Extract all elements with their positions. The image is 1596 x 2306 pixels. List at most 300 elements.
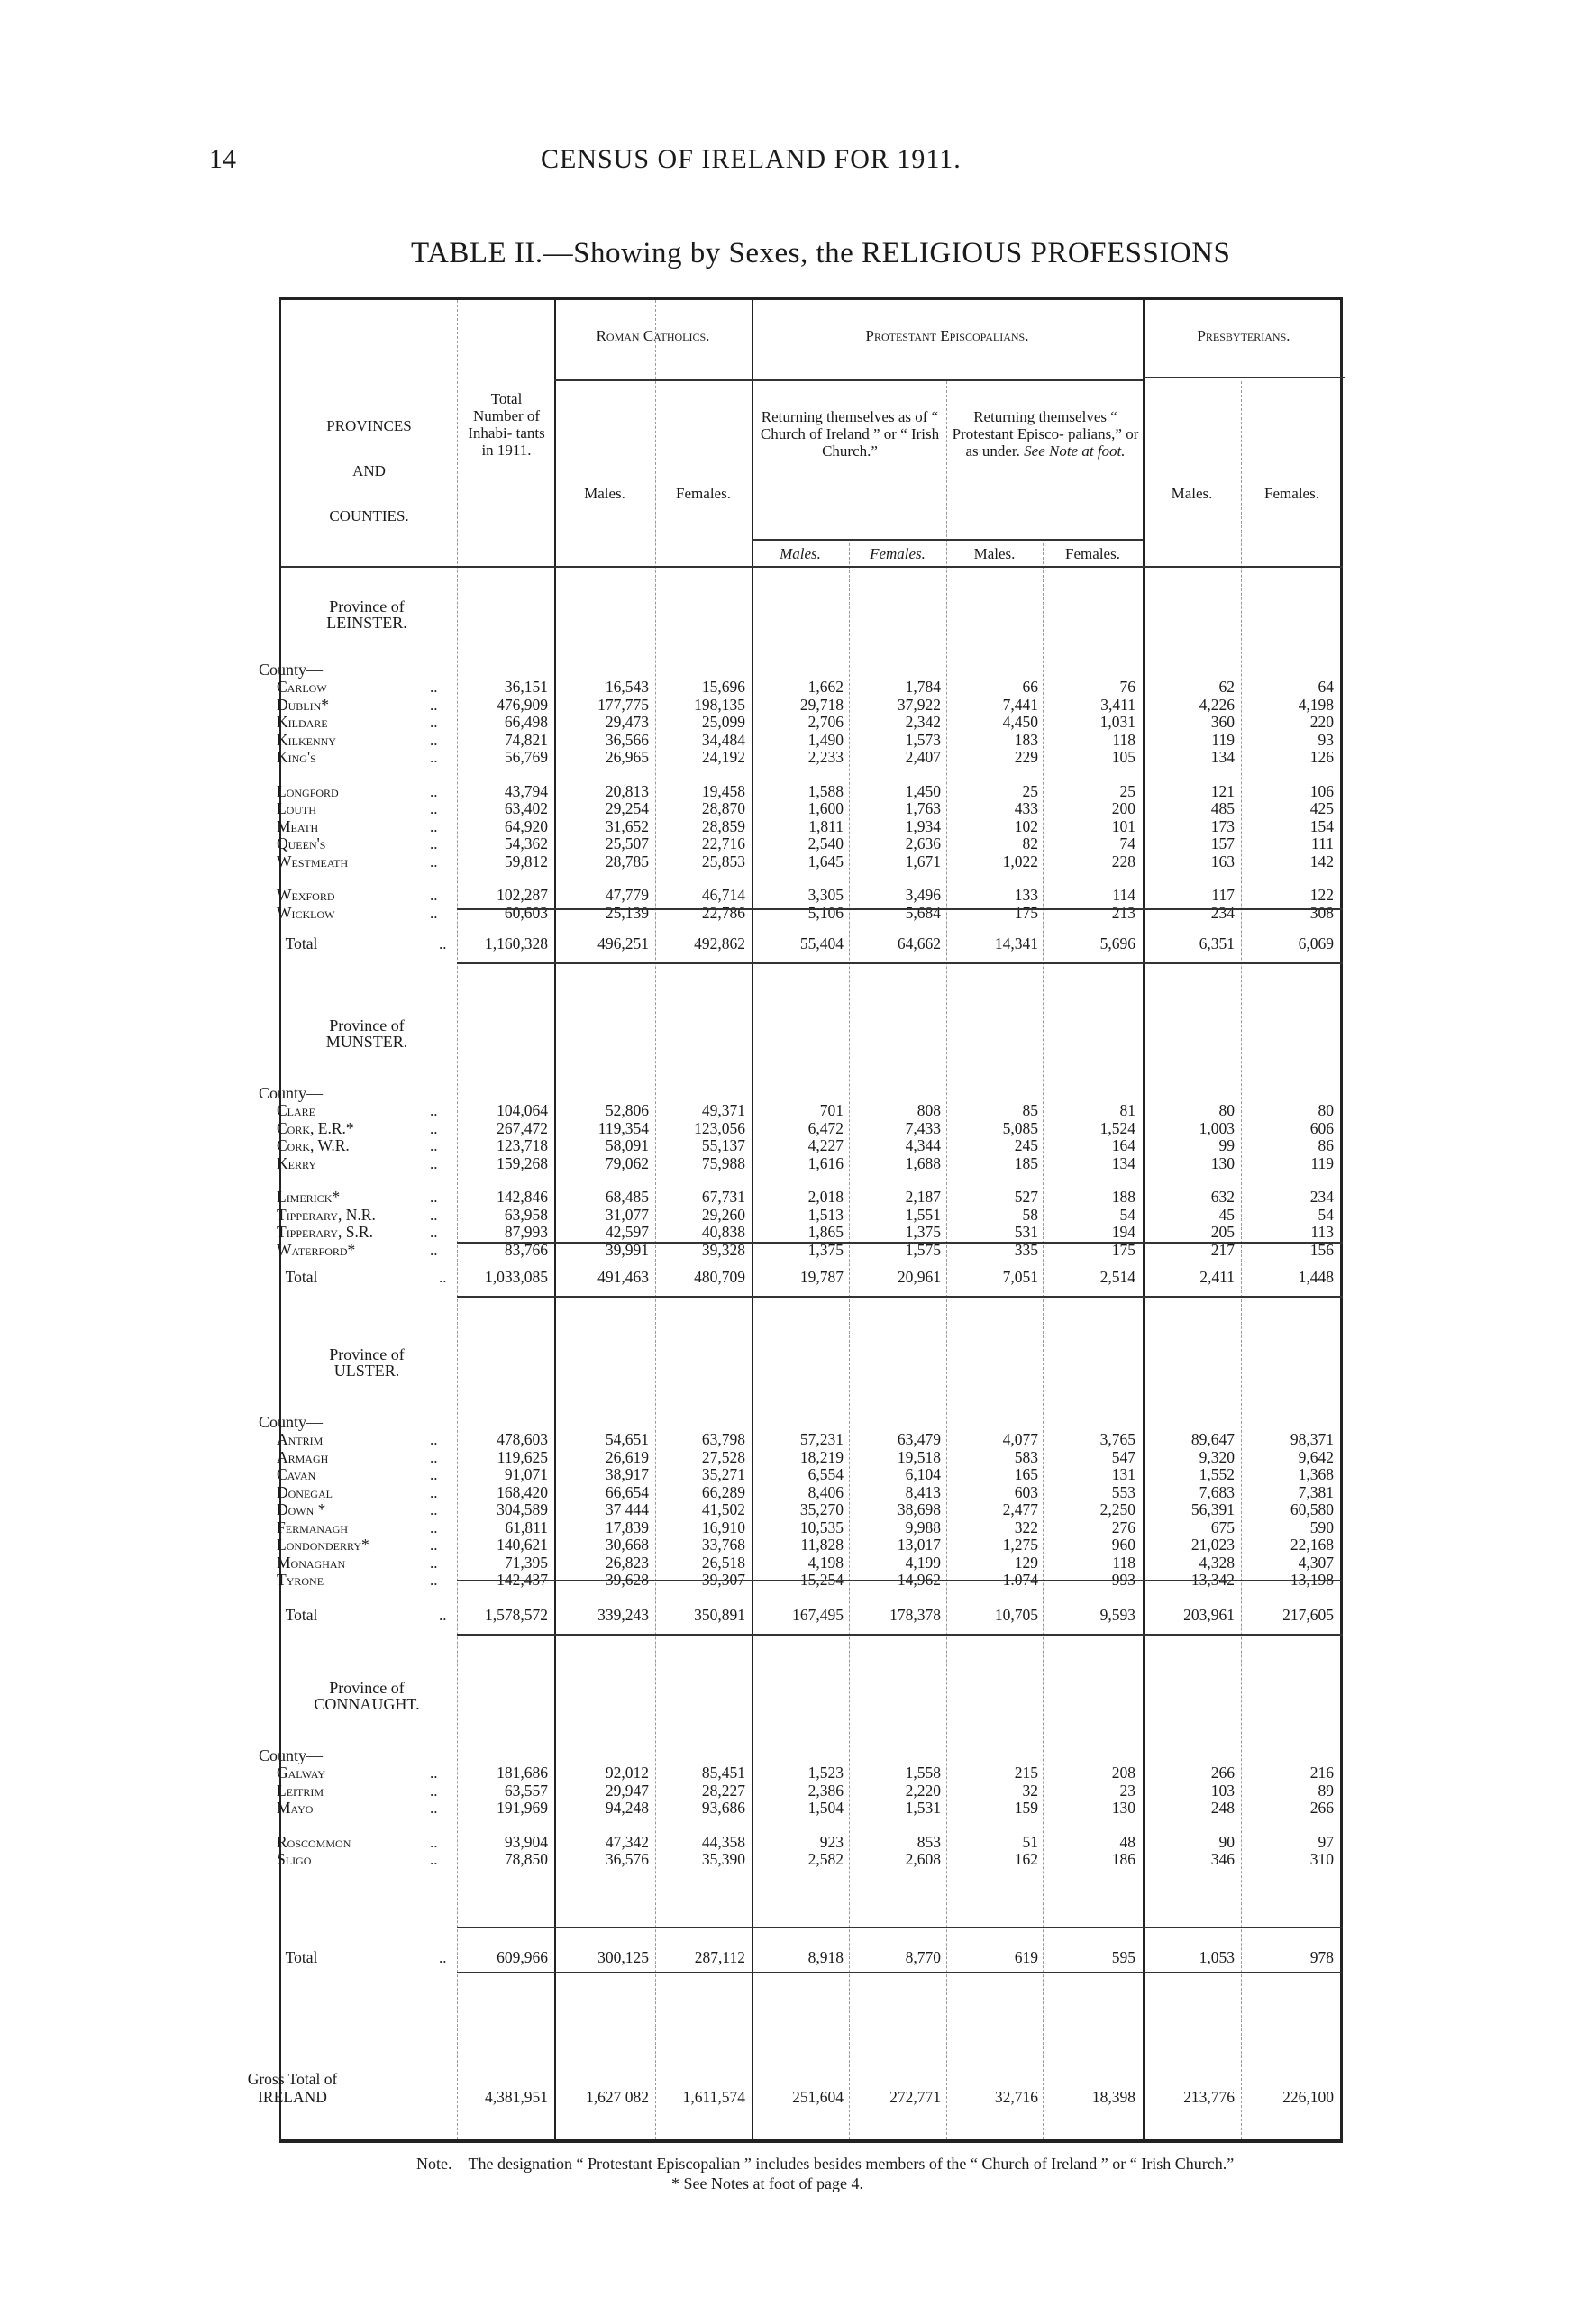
leader-dots: .. [430, 887, 438, 904]
table-cell: 4,450 [1002, 713, 1038, 731]
row-rule [457, 1927, 1343, 1928]
table-cell: 51 [1022, 1832, 1038, 1851]
table-cell: 131 [1111, 1465, 1135, 1483]
table-cell: 19,458 [701, 781, 745, 800]
leader-dots: .. [430, 782, 438, 800]
total-cell: 8,770 [905, 1948, 941, 1966]
province-heading: Province of [329, 1345, 405, 1363]
leader-dots: .. [439, 935, 447, 952]
table-cell: 68,485 [605, 1188, 649, 1206]
table-cell: 93 [1318, 730, 1334, 749]
total-cell: 491,463 [597, 1268, 649, 1286]
protestant-episcopalians-subheader [950, 408, 1141, 460]
county-name: Meath [277, 816, 319, 835]
table-cell: 10,535 [799, 1518, 844, 1536]
table-cell: 1,645 [807, 852, 844, 870]
table-cell: 18,219 [799, 1447, 844, 1466]
gross-total-cell: 4,381,951 [485, 2088, 548, 2106]
table-cell: 87,993 [504, 1223, 548, 1241]
footnote-see-notes: * See Notes at foot of page 4. [671, 2174, 863, 2192]
table-cell: 29,718 [799, 695, 844, 714]
table-cell: 266 [1210, 1764, 1235, 1782]
rc-females-header: Females. [676, 485, 731, 502]
county-name: Armagh [277, 1447, 329, 1466]
total-cell: 7,051 [1002, 1268, 1038, 1286]
table-cell: 56,769 [504, 748, 548, 766]
row-rule [457, 1972, 1343, 1973]
table-cell: 478,603 [497, 1430, 548, 1448]
total-cell: 1,578,572 [485, 1606, 548, 1624]
table-cell: 308 [1309, 903, 1334, 922]
table-cell: 82 [1022, 834, 1038, 852]
table-cell: 217 [1210, 1240, 1235, 1259]
table-cell: 1,600 [807, 799, 844, 817]
table-cell: 39,991 [605, 1240, 649, 1259]
provinces-header [281, 404, 457, 539]
table-cell: 8,406 [807, 1482, 844, 1501]
table-cell: 553 [1111, 1482, 1135, 1501]
table-cell: 267,472 [497, 1118, 548, 1137]
table-cell: 102 [1014, 816, 1038, 835]
table-cell: 175 [1111, 1240, 1135, 1259]
province-heading: Province of [329, 597, 405, 615]
row-rule [457, 1580, 1343, 1581]
province-heading: Province of [329, 1679, 405, 1697]
table-cell: 48 [1119, 1832, 1135, 1851]
table-cell: 2,608 [905, 1850, 941, 1868]
table-cell: 43,794 [504, 781, 548, 800]
leader-dots: .. [430, 1536, 438, 1554]
table-cell: 102,287 [497, 886, 548, 904]
table-cell: 28,785 [605, 852, 649, 870]
pres-females-header: Females. [1264, 485, 1319, 502]
table-cell: 117 [1211, 886, 1235, 904]
table-cell: 130 [1111, 1799, 1135, 1817]
county-name: Kilkenny [277, 730, 336, 749]
table-cell: 101 [1111, 816, 1135, 835]
table-cell: 99 [1218, 1136, 1235, 1154]
table-cell: 29,947 [605, 1781, 649, 1800]
table-cell: 4,344 [905, 1136, 941, 1154]
leader-dots: .. [430, 679, 438, 696]
table-cell: 1,551 [905, 1205, 941, 1224]
table-cell: 7,683 [1199, 1482, 1235, 1501]
header-rule [752, 539, 1143, 541]
table-cell: 106 [1309, 781, 1334, 800]
county-name: Tyrone [277, 1571, 324, 1589]
table-cell: 1,022 [1002, 852, 1038, 870]
page-number: 14 [209, 144, 236, 174]
table-cell: 85 [1022, 1101, 1038, 1119]
total-cell: 5,696 [1099, 934, 1135, 952]
table-cell: 1,523 [807, 1764, 844, 1782]
table-cell: 30,668 [605, 1536, 649, 1554]
table-cell: 603 [1014, 1482, 1038, 1501]
table-cell: 142,437 [497, 1571, 548, 1589]
table-cell: 310 [1309, 1850, 1334, 1868]
gross-total-cell: 18,398 [1091, 2088, 1135, 2106]
table-cell: 1,811 [808, 816, 844, 835]
table-cell: 2,342 [905, 713, 941, 731]
roman-catholics-header: Roman Catholics. [596, 327, 710, 344]
gross-total-cell: 32,716 [994, 2088, 1038, 2106]
table-cell: 98,371 [1290, 1430, 1334, 1448]
table-cell: 64,920 [504, 816, 548, 835]
county-name: King's [277, 748, 316, 766]
leader-dots: .. [430, 1851, 438, 1868]
table-cell: 47,779 [605, 886, 649, 904]
table-cell: 97 [1318, 1832, 1334, 1851]
table-cell: 93,686 [701, 1799, 745, 1817]
see-note-text: See Note at foot. [1024, 442, 1126, 460]
pe2-females-header: Females. [1065, 545, 1120, 562]
table-cell: 3,496 [905, 886, 941, 904]
table-cell: 118 [1112, 1553, 1135, 1572]
table-cell: 1,552 [1199, 1465, 1235, 1483]
table-cell: 1,616 [807, 1153, 844, 1172]
table-cell: 59,812 [504, 852, 548, 870]
province-heading: Province of [329, 1016, 405, 1035]
leader-dots: .. [430, 1501, 438, 1518]
table-cell: 90 [1218, 1832, 1235, 1851]
table-cell: 181,686 [497, 1764, 548, 1782]
table-cell: 54 [1318, 1205, 1334, 1224]
table-cell: 4,077 [1002, 1430, 1038, 1448]
county-name: Tipperary, S.R. [277, 1223, 373, 1241]
table-cell: 234 [1309, 1188, 1334, 1206]
table-cell: 2,250 [1099, 1500, 1135, 1518]
county-name: Carlow [277, 678, 327, 696]
table-cell: 25,507 [605, 834, 649, 852]
total-label: Total [285, 1606, 318, 1624]
table-cell: 1,784 [905, 678, 941, 696]
total-cell: 480,709 [694, 1268, 745, 1286]
table-cell: 9,642 [1298, 1447, 1334, 1466]
pres-males-header: Males. [1171, 485, 1213, 502]
total-cell: 10,705 [994, 1606, 1038, 1624]
table-cell: 80 [1318, 1101, 1334, 1119]
county-label: County— [259, 1746, 324, 1764]
total-cell: 609,966 [497, 1948, 548, 1966]
table-cell: 1,588 [807, 781, 844, 800]
table-cell: 41,502 [701, 1500, 745, 1518]
leader-dots: .. [430, 1189, 438, 1206]
county-name: Wicklow [277, 903, 335, 922]
table-cell: 33,768 [701, 1536, 745, 1554]
footnote-designation: Note.—The designation “ Protestant Episcopalian ” includes besides members of the “ Church of Ireland ” or “ Irish Church.” [416, 2155, 1235, 2173]
leader-dots: .. [430, 1554, 438, 1572]
table-cell: 175 [1014, 903, 1038, 922]
table-cell: 156 [1309, 1240, 1334, 1259]
province-name: LEINSTER. [326, 614, 407, 632]
table-cell: 22,786 [701, 903, 745, 922]
table-cell: 42,597 [605, 1223, 649, 1241]
table-cell: 34,484 [701, 730, 745, 749]
table-cell: 2,477 [1002, 1500, 1038, 1518]
table-cell: 113 [1310, 1223, 1334, 1241]
table-cell: 40,838 [701, 1223, 745, 1241]
table-cell: 56,391 [1190, 1500, 1235, 1518]
leader-dots: .. [430, 714, 438, 731]
church-of-ireland-header: Returning themselves as of “ Church of Ireland ” or “ Irish Church.” [760, 408, 940, 460]
total-cell: 2,411 [1199, 1268, 1235, 1286]
total-cell: 6,069 [1298, 934, 1334, 952]
county-name: Mayo [277, 1799, 314, 1817]
table-cell: 1,031 [1099, 713, 1135, 731]
table-cell: 215 [1014, 1764, 1038, 1782]
county-name: Roscommon [277, 1832, 351, 1851]
leader-dots: .. [430, 1782, 438, 1800]
county-name: Londonderry* [277, 1536, 369, 1554]
table-cell: 1,524 [1099, 1118, 1135, 1137]
table-cell: 79,062 [605, 1153, 649, 1172]
table-cell: 191,969 [497, 1799, 548, 1817]
presbyterians-header: Presbyterians. [1197, 327, 1290, 344]
leader-dots: .. [430, 1572, 438, 1589]
table-cell: 26,965 [605, 748, 649, 766]
county-name: Sligo [277, 1850, 312, 1868]
county-name: Clare [277, 1101, 316, 1119]
total-cell: 167,495 [792, 1606, 844, 1624]
table-cell: 159 [1014, 1799, 1038, 1817]
county-name: Cavan [277, 1465, 316, 1483]
table-cell: 1,275 [1002, 1536, 1038, 1554]
table-cell: 248 [1210, 1799, 1235, 1817]
table-cell: 632 [1210, 1188, 1235, 1206]
table-cell: 485 [1210, 799, 1235, 817]
leader-dots: .. [430, 696, 438, 714]
county-name: Waterford* [277, 1240, 356, 1259]
header-rule [281, 566, 1343, 568]
table-cell: 60,603 [504, 903, 548, 922]
total-cell: 496,251 [597, 934, 649, 952]
table-cell: 13,342 [1190, 1571, 1235, 1589]
table-cell: 37 444 [605, 1500, 649, 1518]
total-label: Total [285, 934, 318, 952]
total-cell: 6,351 [1199, 934, 1235, 952]
table-cell: 60,580 [1290, 1500, 1334, 1518]
table-cell: 119,354 [597, 1118, 649, 1137]
table-cell: 67,731 [701, 1188, 745, 1206]
table-cell: 1,003 [1199, 1118, 1235, 1137]
leader-dots: .. [430, 904, 438, 922]
table-cell: 213 [1111, 903, 1135, 922]
county-name: Fermanagh [277, 1518, 349, 1536]
table-cell: 11,828 [800, 1536, 844, 1554]
table-cell: 583 [1014, 1447, 1038, 1466]
total-cell: 1,160,328 [485, 934, 548, 952]
table-cell: 9,988 [905, 1518, 941, 1536]
table-cell: 71,395 [504, 1553, 548, 1572]
table-cell: 476,909 [497, 695, 548, 714]
table-cell: 2,540 [807, 834, 844, 852]
table-cell: 126 [1309, 748, 1334, 766]
table-cell: 119 [1310, 1153, 1334, 1172]
provinces-header-line: COUNTIES. [329, 507, 409, 524]
leader-dots: .. [430, 731, 438, 749]
religious-professions-table [247, 297, 1343, 2143]
table-cell: 3,305 [807, 886, 844, 904]
table-cell: 38,698 [897, 1500, 941, 1518]
table-cell: 590 [1309, 1518, 1334, 1536]
table-cell: 19,518 [897, 1447, 941, 1466]
table-cell: 38,917 [605, 1465, 649, 1483]
gross-total-cell: 251,604 [792, 2088, 844, 2106]
leader-dots: .. [439, 1607, 447, 1624]
table-cell: 2,582 [807, 1850, 844, 1868]
table-cell: 44,358 [701, 1832, 745, 1851]
table-cell: 15,254 [799, 1571, 844, 1589]
table-cell: 360 [1210, 713, 1235, 731]
table-cell: 220 [1309, 713, 1334, 731]
county-name: Louth [277, 799, 317, 817]
total-label: Total [285, 1948, 318, 1966]
table-cell: 6,472 [807, 1118, 844, 1137]
county-name: Galway [277, 1764, 325, 1782]
table-cell: 1.074 [1002, 1571, 1038, 1589]
table-cell: 1,368 [1298, 1465, 1334, 1483]
table-cell: 168,420 [497, 1482, 548, 1501]
table-cell: 25,139 [605, 903, 649, 922]
table-cell: 17,839 [605, 1518, 649, 1536]
table-cell: 198,135 [694, 695, 745, 714]
table-cell: 54,362 [504, 834, 548, 852]
county-name: Westmeath [277, 852, 349, 870]
leader-dots: .. [430, 817, 438, 835]
table-cell: 276 [1111, 1518, 1135, 1536]
table-cell: 105 [1111, 748, 1135, 766]
county-name: Limerick* [277, 1188, 341, 1206]
table-cell: 104,064 [497, 1101, 548, 1119]
table-cell: 1,450 [905, 781, 941, 800]
table-cell: 5,106 [807, 903, 844, 922]
table-cell: 13,198 [1290, 1571, 1334, 1589]
leader-dots: .. [430, 1483, 438, 1501]
table-cell: 923 [819, 1832, 844, 1851]
table-title: TABLE II.—Showing by Sexes, the RELIGIOUS PROFESSIONS [411, 237, 1231, 269]
table-cell: 163 [1210, 852, 1235, 870]
table-cell: 35,271 [701, 1465, 745, 1483]
table-cell: 1,375 [905, 1223, 941, 1241]
county-label: County— [259, 1413, 324, 1431]
column-rule [946, 381, 947, 2139]
table-cell: 39,628 [605, 1571, 649, 1589]
table-cell: 154 [1309, 816, 1334, 835]
table-cell: 2,018 [807, 1188, 844, 1206]
table-cell: 47,342 [605, 1832, 649, 1851]
table-cell: 425 [1309, 799, 1334, 817]
table-cell: 164 [1111, 1136, 1135, 1154]
table-cell: 15,696 [701, 678, 745, 696]
table-cell: 21,023 [1190, 1536, 1235, 1554]
leader-dots: .. [430, 1119, 438, 1137]
table-cell: 2,187 [905, 1188, 941, 1206]
pe2-males-header: Males. [973, 545, 1016, 562]
leader-dots: .. [430, 749, 438, 766]
table-cell: 547 [1111, 1447, 1135, 1466]
leader-dots: .. [439, 1269, 447, 1286]
leader-dots: .. [430, 852, 438, 870]
county-label: County— [259, 661, 324, 679]
table-cell: 20,813 [605, 781, 649, 800]
table-cell: 142 [1309, 852, 1334, 870]
table-cell: 1,513 [807, 1205, 844, 1224]
table-cell: 29,260 [701, 1205, 745, 1224]
table-cell: 194 [1111, 1223, 1135, 1241]
protestant-episc-sub-text: Returning themselves “ Protestant Episco- palians,” or as under. [952, 408, 1139, 460]
total-cell: 339,243 [597, 1606, 649, 1624]
table-cell: 4,328 [1199, 1553, 1235, 1572]
total-cell: 1,053 [1199, 1948, 1235, 1966]
table-cell: 183 [1014, 730, 1038, 749]
table-cell: 39,328 [701, 1240, 745, 1259]
province-name: ULSTER. [333, 1362, 400, 1380]
table-cell: 31,077 [605, 1205, 649, 1224]
row-rule [457, 908, 1343, 910]
table-cell: 78,850 [504, 1850, 548, 1868]
row-rule [457, 1242, 1343, 1244]
table-cell: 80 [1218, 1101, 1235, 1119]
table-cell: 91,071 [504, 1465, 548, 1483]
table-cell: 1,934 [905, 816, 941, 835]
leader-dots: .. [430, 1102, 438, 1119]
county-name: Dublin* [277, 695, 330, 714]
total-cell: 978 [1309, 1948, 1334, 1966]
table-cell: 54,651 [605, 1430, 649, 1448]
table-cell: 3,411 [1100, 695, 1135, 714]
table-cell: 28,227 [701, 1781, 745, 1800]
table-cell: 1,865 [807, 1223, 844, 1241]
table-cell: 606 [1309, 1118, 1334, 1137]
table-cell: 37,922 [897, 695, 941, 714]
table-cell: 63,479 [897, 1430, 941, 1448]
table-cell: 266 [1309, 1799, 1334, 1817]
leader-dots: .. [430, 1137, 438, 1154]
protestant-episcopalians-header: Protestant Episcopalians. [865, 327, 1029, 344]
table-cell: 64 [1318, 678, 1334, 696]
total-cell: 20,961 [897, 1268, 941, 1286]
provinces-header-line: PROVINCES [326, 417, 412, 434]
leader-dots: .. [430, 1833, 438, 1851]
gross-total-cell: 213,776 [1183, 2088, 1235, 2106]
county-name: Cork, E.R.* [277, 1118, 354, 1137]
table-cell: 3,765 [1099, 1430, 1135, 1448]
table-cell: 165 [1014, 1465, 1038, 1483]
table-cell: 122 [1309, 886, 1334, 904]
pe1-females-header: Females. [870, 545, 926, 562]
table-cell: 1,575 [905, 1240, 941, 1259]
table-cell: 83,766 [504, 1240, 548, 1259]
table-cell: 26,518 [701, 1553, 745, 1572]
table-cell: 119 [1211, 730, 1235, 749]
county-name: Antrim [277, 1430, 324, 1448]
table-cell: 123,718 [497, 1136, 548, 1154]
table-cell: 92,012 [605, 1764, 649, 1782]
table-cell: 245 [1014, 1136, 1038, 1154]
leader-dots: .. [430, 1224, 438, 1241]
table-cell: 304,589 [497, 1500, 548, 1518]
table-cell: 173 [1210, 816, 1235, 835]
table-cell: 35,390 [701, 1850, 745, 1868]
table-cell: 39,307 [701, 1571, 745, 1589]
county-name: Wexford [277, 886, 335, 904]
table-cell: 208 [1111, 1764, 1135, 1782]
table-cell: 1,688 [905, 1153, 941, 1172]
table-cell: 118 [1112, 730, 1135, 749]
table-cell: 134 [1111, 1153, 1135, 1172]
table-cell: 1,375 [807, 1240, 844, 1259]
province-name: MUNSTER. [325, 1033, 408, 1051]
